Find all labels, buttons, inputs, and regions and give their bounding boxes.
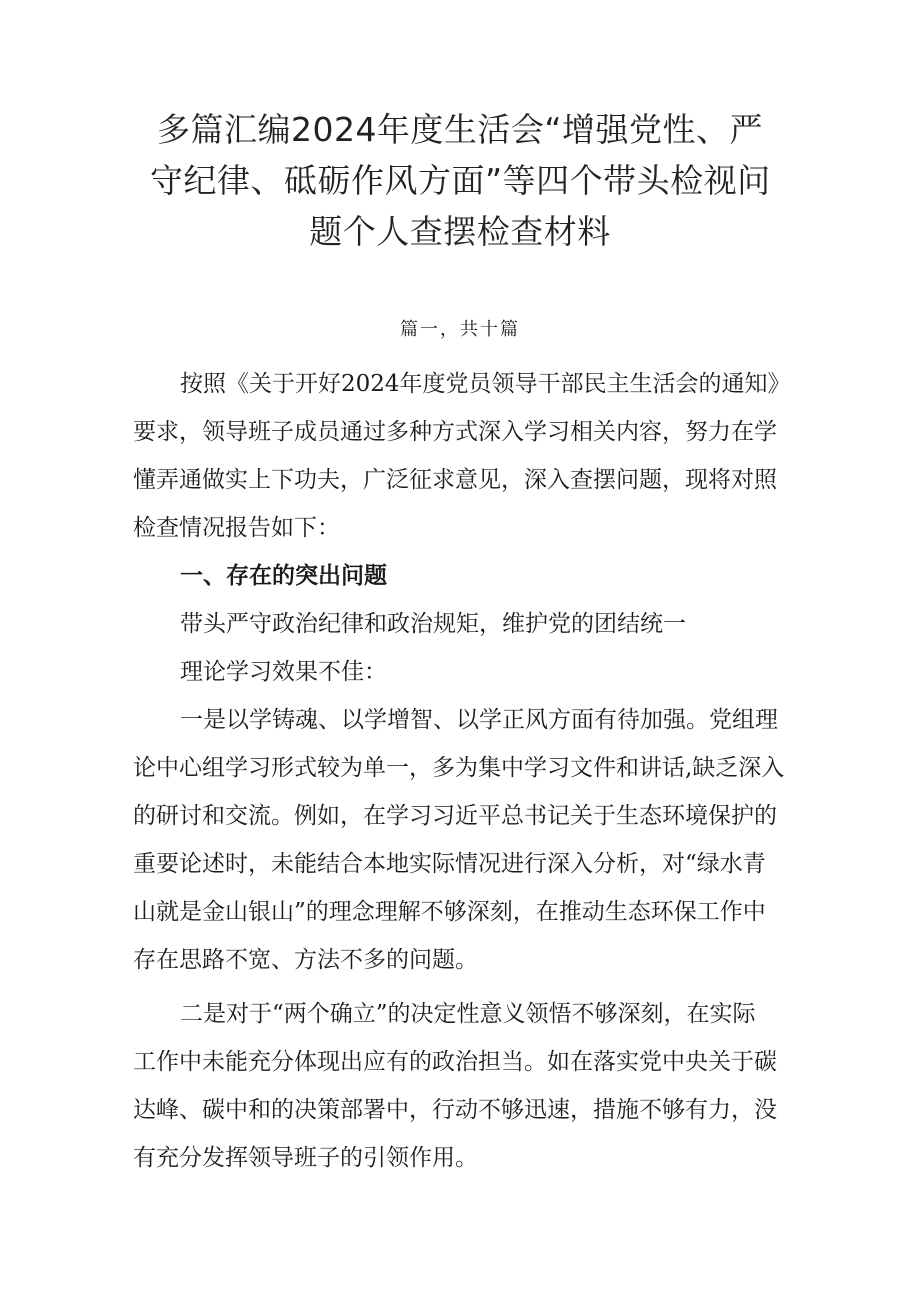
section-heading: 一、存在的突出问题 [180,563,387,589]
paragraph-line: 懂弄通做实上下功夫，广泛征求意见，深入查摆问题，现将对照 [133,467,777,493]
paragraph-line: 有充分发挥领导班子的引领作用。 [133,1145,478,1171]
title-line: 守纪律、砥砺作风方面”等四个带头检视问 [150,161,771,200]
paragraph-line: 山就是金山银山”的理念理解不够深刻，在推动生态环保工作中 [133,899,766,925]
document-body [133,360,799,1182]
paragraph-line: 按照《关于开好2024年度党员领导干部民主生活会的通知》 [180,371,791,397]
paragraph-line: 二是对于“两个确立”的决定性意义领悟不够深刻，在实际 [180,1001,756,1027]
paragraph-line: 的研讨和交流。例如，在学习习近平总书记关于生态环境保护的 [133,803,777,829]
paragraph-line: 达峰、碳中和的决策部署中，行动不够迅速，措施不够有力，没 [133,1097,777,1123]
subheading: 带头严守政治纪律和政治规矩，维护党的团结统一 [180,611,686,637]
document-title [150,104,770,257]
document-subtitle: 篇一，共十篇 [400,319,520,340]
title-line: 多篇汇编2024年度生活会“增强党性、严 [156,110,764,149]
title-line: 题个人查摆检查材料 [309,212,611,251]
paragraph-line: 工作中未能充分体现出应有的政治担当。如在落实党中央关于碳 [133,1049,777,1075]
paragraph-line: 重要论述时，未能结合本地实际情况进行深入分析，对“绿水青 [133,851,766,877]
paragraph-line: 论中心组学习形式较为单一，多为集中学习文件和讲话,缺乏深入 [133,755,785,781]
paragraph-line: 要求，领导班子成员通过多种方式深入学习相关内容，努力在学 [133,419,777,445]
paragraph-line: 检查情况报告如下： [133,515,340,541]
paragraph-line: 存在思路不宽、方法不多的问题。 [133,947,478,973]
subheading: 理论学习效果不佳： [180,659,387,685]
paragraph-line: 一是以学铸魂、以学增智、以学正风方面有待加强。党组理 [180,707,778,733]
